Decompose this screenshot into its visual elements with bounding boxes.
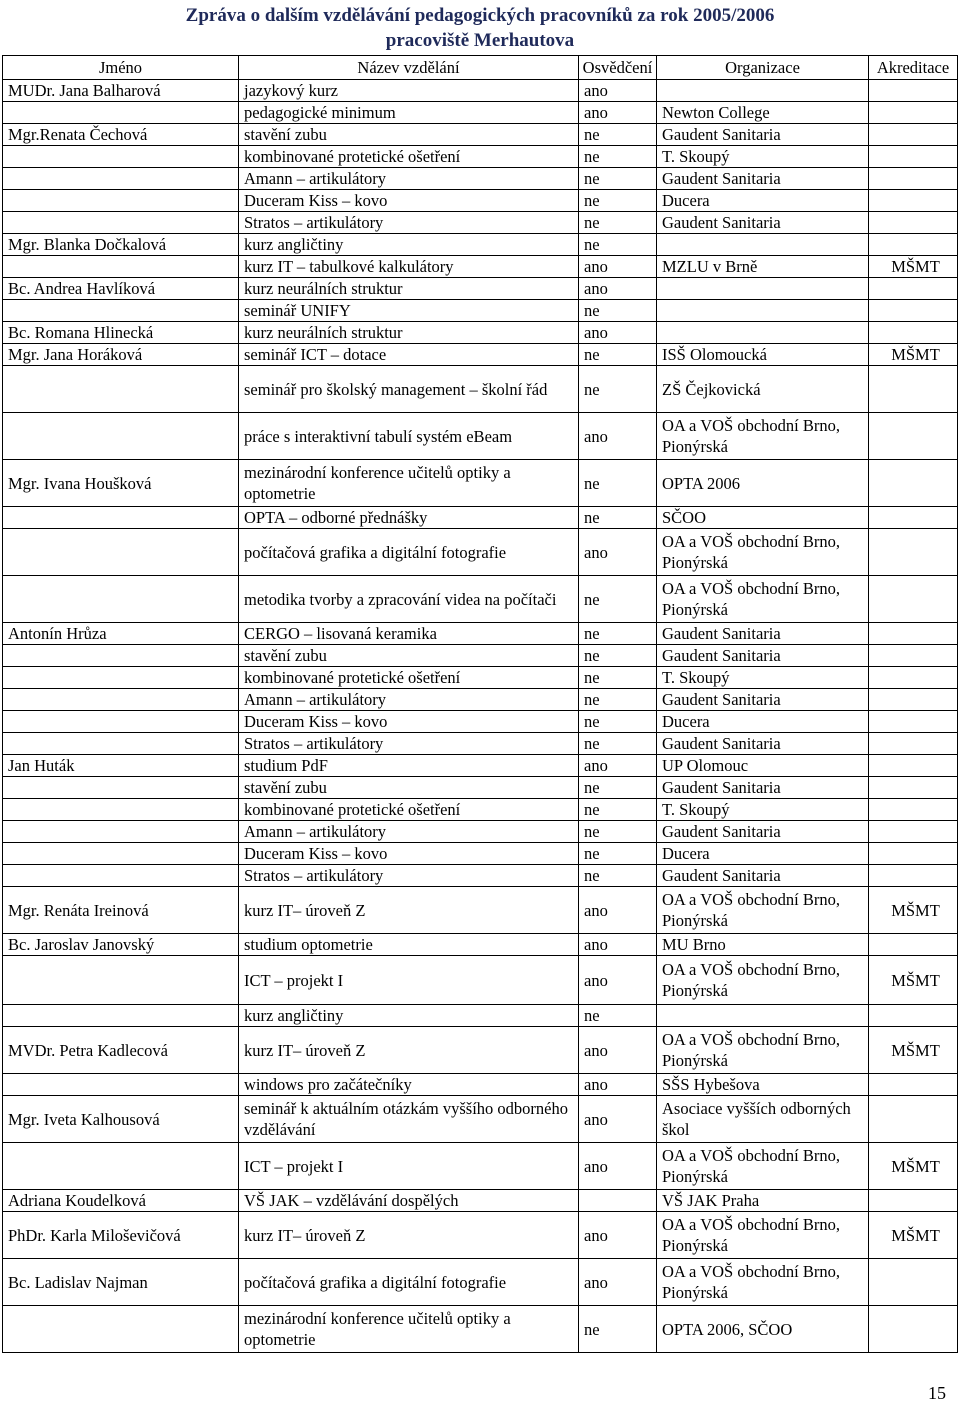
table-row bbox=[3, 865, 958, 887]
cell-accreditation bbox=[869, 507, 958, 529]
cell-organization bbox=[657, 1005, 869, 1027]
cell-course: kurz IT – tabulkové kalkulátory bbox=[239, 256, 579, 278]
cell-name: Mgr.Renata Čechová bbox=[3, 124, 239, 146]
cell-organization: OPTA 2006, SČOO bbox=[657, 1306, 869, 1353]
cell-course: mezinárodní konference učitelů optiky a optometrie bbox=[239, 460, 579, 507]
cell-organization: Asociace vyšších odborných škol bbox=[657, 1096, 869, 1143]
cell-name bbox=[3, 146, 239, 168]
cell-certificate: ne bbox=[579, 460, 657, 507]
table-row bbox=[3, 146, 958, 168]
cell-course: metodika tvorby a zpracování videa na počítači bbox=[239, 576, 579, 623]
cell-organization: SŠS Hybešova bbox=[657, 1074, 869, 1096]
cell-certificate: ano bbox=[579, 1027, 657, 1074]
table-row bbox=[3, 755, 958, 777]
cell-accreditation bbox=[869, 576, 958, 623]
cell-accreditation bbox=[869, 1306, 958, 1353]
cell-course: studium optometrie bbox=[239, 934, 579, 956]
cell-certificate: ne bbox=[579, 733, 657, 755]
cell-accreditation bbox=[869, 733, 958, 755]
cell-certificate: ne bbox=[579, 507, 657, 529]
table-row bbox=[3, 843, 958, 865]
table-row bbox=[3, 887, 958, 934]
cell-certificate: ano bbox=[579, 1074, 657, 1096]
cell-name bbox=[3, 1143, 239, 1190]
table-row bbox=[3, 529, 958, 576]
cell-accreditation bbox=[869, 623, 958, 645]
cell-organization: SČOO bbox=[657, 507, 869, 529]
cell-organization: MZLU v Brně bbox=[657, 256, 869, 278]
table-row bbox=[3, 300, 958, 322]
cell-accreditation bbox=[869, 168, 958, 190]
cell-course: kurz neurálních struktur bbox=[239, 322, 579, 344]
cell-certificate: ano bbox=[579, 102, 657, 124]
cell-accreditation bbox=[869, 799, 958, 821]
cell-name bbox=[3, 711, 239, 733]
cell-certificate: ano bbox=[579, 956, 657, 1005]
table-row bbox=[3, 1212, 958, 1259]
cell-name: Mgr. Iveta Kalhousová bbox=[3, 1096, 239, 1143]
cell-name: Bc. Romana Hlinecká bbox=[3, 322, 239, 344]
cell-organization: OA a VOŠ obchodní Brno, Pionýrská bbox=[657, 1143, 869, 1190]
cell-course: CERGO – lisovaná keramika bbox=[239, 623, 579, 645]
cell-accreditation bbox=[869, 146, 958, 168]
cell-organization: Gaudent Sanitaria bbox=[657, 623, 869, 645]
cell-course: kombinované protetické ošetření bbox=[239, 146, 579, 168]
cell-certificate: ne bbox=[579, 190, 657, 212]
table-row bbox=[3, 667, 958, 689]
cell-course: studium PdF bbox=[239, 755, 579, 777]
cell-certificate: ano bbox=[579, 256, 657, 278]
cell-name bbox=[3, 865, 239, 887]
table-row bbox=[3, 1259, 958, 1306]
header-course: Název vzdělání bbox=[239, 56, 579, 80]
table-row bbox=[3, 322, 958, 344]
education-table bbox=[2, 55, 958, 1353]
cell-certificate: ano bbox=[579, 413, 657, 460]
table-row bbox=[3, 168, 958, 190]
cell-accreditation bbox=[869, 102, 958, 124]
header-name: Jméno bbox=[3, 56, 239, 80]
cell-name: Bc. Jaroslav Janovský bbox=[3, 934, 239, 956]
cell-organization: Gaudent Sanitaria bbox=[657, 821, 869, 843]
table-row bbox=[3, 934, 958, 956]
cell-certificate: ne bbox=[579, 843, 657, 865]
cell-course: seminář k aktuálním otázkám vyššího odborného vzdělávání bbox=[239, 1096, 579, 1143]
table-row bbox=[3, 777, 958, 799]
header-row bbox=[3, 56, 958, 80]
cell-accreditation bbox=[869, 80, 958, 102]
cell-course: kurz IT– úroveň Z bbox=[239, 887, 579, 934]
cell-certificate: ne bbox=[579, 344, 657, 366]
cell-name: Jan Huták bbox=[3, 755, 239, 777]
cell-organization: MU Brno bbox=[657, 934, 869, 956]
cell-name bbox=[3, 366, 239, 413]
cell-course: seminář ICT – dotace bbox=[239, 344, 579, 366]
cell-certificate: ne bbox=[579, 777, 657, 799]
cell-certificate: ne bbox=[579, 689, 657, 711]
cell-name bbox=[3, 413, 239, 460]
cell-course: VŠ JAK – vzdělávání dospělých bbox=[239, 1190, 579, 1212]
cell-organization: VŠ JAK Praha bbox=[657, 1190, 869, 1212]
cell-accreditation bbox=[869, 413, 958, 460]
cell-organization bbox=[657, 322, 869, 344]
cell-course: jazykový kurz bbox=[239, 80, 579, 102]
cell-name bbox=[3, 102, 239, 124]
cell-accreditation bbox=[869, 821, 958, 843]
table-row bbox=[3, 956, 958, 1005]
cell-organization: Gaudent Sanitaria bbox=[657, 777, 869, 799]
table-row bbox=[3, 1074, 958, 1096]
cell-accreditation bbox=[869, 865, 958, 887]
cell-name bbox=[3, 956, 239, 1005]
cell-course: mezinárodní konference učitelů optiky a optometrie bbox=[239, 1306, 579, 1353]
cell-accreditation: MŠMT bbox=[869, 1212, 958, 1259]
header-accreditation: Akreditace bbox=[869, 56, 958, 80]
table-row bbox=[3, 1027, 958, 1074]
cell-accreditation bbox=[869, 667, 958, 689]
cell-name: Mgr. Ivana Houšková bbox=[3, 460, 239, 507]
table-row bbox=[3, 1143, 958, 1190]
table-row bbox=[3, 190, 958, 212]
cell-organization bbox=[657, 300, 869, 322]
cell-name: Mgr. Renáta Ireinová bbox=[3, 887, 239, 934]
cell-name: Adriana Koudelková bbox=[3, 1190, 239, 1212]
cell-certificate: ne bbox=[579, 865, 657, 887]
cell-course: seminář UNIFY bbox=[239, 300, 579, 322]
cell-course: kurz IT– úroveň Z bbox=[239, 1212, 579, 1259]
cell-name bbox=[3, 821, 239, 843]
cell-name bbox=[3, 300, 239, 322]
table-row bbox=[3, 623, 958, 645]
cell-accreditation bbox=[869, 190, 958, 212]
cell-name bbox=[3, 799, 239, 821]
cell-organization: OA a VOŠ obchodní Brno, Pionýrská bbox=[657, 529, 869, 576]
cell-certificate: ne bbox=[579, 300, 657, 322]
cell-name bbox=[3, 843, 239, 865]
cell-certificate: ne bbox=[579, 234, 657, 256]
table-body bbox=[3, 80, 958, 1353]
cell-organization bbox=[657, 278, 869, 300]
cell-course: Stratos – artikulátory bbox=[239, 212, 579, 234]
cell-organization: OA a VOŠ obchodní Brno, Pionýrská bbox=[657, 956, 869, 1005]
table-row bbox=[3, 366, 958, 413]
cell-course: ICT – projekt I bbox=[239, 1143, 579, 1190]
cell-accreditation bbox=[869, 212, 958, 234]
cell-organization: Newton College bbox=[657, 102, 869, 124]
table-row bbox=[3, 124, 958, 146]
table-row bbox=[3, 256, 958, 278]
report-subtitle: pracoviště Merhautova bbox=[385, 30, 575, 51]
cell-accreditation: MŠMT bbox=[869, 344, 958, 366]
cell-certificate: ne bbox=[579, 366, 657, 413]
cell-course: OPTA – odborné přednášky bbox=[239, 507, 579, 529]
table-row bbox=[3, 80, 958, 102]
cell-accreditation bbox=[869, 124, 958, 146]
cell-course: windows pro začátečníky bbox=[239, 1074, 579, 1096]
cell-accreditation bbox=[869, 843, 958, 865]
cell-accreditation bbox=[869, 278, 958, 300]
cell-organization: OA a VOŠ obchodní Brno, Pionýrská bbox=[657, 887, 869, 934]
cell-name bbox=[3, 529, 239, 576]
cell-organization bbox=[657, 234, 869, 256]
table-row bbox=[3, 1190, 958, 1212]
cell-organization: Ducera bbox=[657, 190, 869, 212]
cell-certificate: ne bbox=[579, 821, 657, 843]
cell-accreditation: MŠMT bbox=[869, 1143, 958, 1190]
cell-certificate: ano bbox=[579, 887, 657, 934]
cell-accreditation bbox=[869, 1096, 958, 1143]
cell-organization: OA a VOŠ obchodní Brno, Pionýrská bbox=[657, 1212, 869, 1259]
cell-course: stavění zubu bbox=[239, 645, 579, 667]
cell-name bbox=[3, 777, 239, 799]
table-row bbox=[3, 821, 958, 843]
table-row bbox=[3, 799, 958, 821]
cell-organization: OA a VOŠ obchodní Brno, Pionýrská bbox=[657, 1027, 869, 1074]
cell-accreditation bbox=[869, 777, 958, 799]
cell-name bbox=[3, 733, 239, 755]
cell-accreditation bbox=[869, 1259, 958, 1306]
cell-organization: UP Olomouc bbox=[657, 755, 869, 777]
cell-course: stavění zubu bbox=[239, 124, 579, 146]
cell-name bbox=[3, 1005, 239, 1027]
cell-accreditation bbox=[869, 934, 958, 956]
cell-organization: OA a VOŠ obchodní Brno, Pionýrská bbox=[657, 1259, 869, 1306]
cell-organization: Gaudent Sanitaria bbox=[657, 865, 869, 887]
cell-name bbox=[3, 645, 239, 667]
cell-course: Amann – artikulátory bbox=[239, 821, 579, 843]
cell-certificate: ano bbox=[579, 529, 657, 576]
cell-certificate: ne bbox=[579, 212, 657, 234]
cell-accreditation bbox=[869, 1005, 958, 1027]
header-certificate: Osvědčení bbox=[579, 56, 657, 80]
cell-name: Bc. Ladislav Najman bbox=[3, 1259, 239, 1306]
cell-name: Mgr. Blanka Dočkalová bbox=[3, 234, 239, 256]
cell-certificate: ano bbox=[579, 1212, 657, 1259]
cell-certificate: ano bbox=[579, 1259, 657, 1306]
table-row bbox=[3, 1306, 958, 1353]
cell-accreditation bbox=[869, 529, 958, 576]
header-organization: Organizace bbox=[657, 56, 869, 80]
table-row bbox=[3, 212, 958, 234]
cell-organization: OA a VOŠ obchodní Brno, Pionýrská bbox=[657, 576, 869, 623]
cell-name: MVDr. Petra Kadlecová bbox=[3, 1027, 239, 1074]
cell-organization: T. Skoupý bbox=[657, 146, 869, 168]
cell-course: počítačová grafika a digitální fotografie bbox=[239, 529, 579, 576]
cell-name: PhDr. Karla Miloševičová bbox=[3, 1212, 239, 1259]
cell-course: práce s interaktivní tabulí systém eBeam bbox=[239, 413, 579, 460]
cell-course: kurz angličtiny bbox=[239, 1005, 579, 1027]
cell-name: Antonín Hrůza bbox=[3, 623, 239, 645]
table-row bbox=[3, 733, 958, 755]
cell-accreditation: MŠMT bbox=[869, 1027, 958, 1074]
table-row bbox=[3, 711, 958, 733]
report-title: Zpráva o dalším vzdělávání pedagogických pracovníků za rok 2005/2006 bbox=[185, 5, 775, 26]
table-row bbox=[3, 645, 958, 667]
cell-name bbox=[3, 256, 239, 278]
cell-course: Amann – artikulátory bbox=[239, 168, 579, 190]
cell-course: Amann – artikulátory bbox=[239, 689, 579, 711]
cell-accreditation bbox=[869, 645, 958, 667]
cell-certificate: ne bbox=[579, 645, 657, 667]
cell-accreditation: MŠMT bbox=[869, 256, 958, 278]
cell-name bbox=[3, 576, 239, 623]
cell-course: Stratos – artikulátory bbox=[239, 865, 579, 887]
cell-organization: Gaudent Sanitaria bbox=[657, 733, 869, 755]
table-row bbox=[3, 344, 958, 366]
cell-certificate: ne bbox=[579, 146, 657, 168]
cell-course: počítačová grafika a digitální fotografie bbox=[239, 1259, 579, 1306]
table-row bbox=[3, 507, 958, 529]
cell-organization: Gaudent Sanitaria bbox=[657, 168, 869, 190]
cell-organization: Ducera bbox=[657, 843, 869, 865]
cell-course: kurz neurálních struktur bbox=[239, 278, 579, 300]
cell-certificate: ano bbox=[579, 322, 657, 344]
cell-certificate: ne bbox=[579, 1306, 657, 1353]
cell-name bbox=[3, 667, 239, 689]
cell-certificate: ano bbox=[579, 755, 657, 777]
cell-accreditation bbox=[869, 300, 958, 322]
cell-name bbox=[3, 689, 239, 711]
cell-organization: Ducera bbox=[657, 711, 869, 733]
cell-certificate bbox=[579, 1190, 657, 1212]
cell-course: kombinované protetické ošetření bbox=[239, 799, 579, 821]
cell-course: seminář pro školský management – školní řád bbox=[239, 366, 579, 413]
cell-course: kurz angličtiny bbox=[239, 234, 579, 256]
cell-organization: Gaudent Sanitaria bbox=[657, 212, 869, 234]
cell-organization: T. Skoupý bbox=[657, 799, 869, 821]
cell-certificate: ano bbox=[579, 278, 657, 300]
cell-course: pedagogické minimum bbox=[239, 102, 579, 124]
table-row bbox=[3, 234, 958, 256]
cell-name bbox=[3, 1074, 239, 1096]
cell-certificate: ne bbox=[579, 667, 657, 689]
cell-course: kombinované protetické ošetření bbox=[239, 667, 579, 689]
cell-name bbox=[3, 507, 239, 529]
cell-name bbox=[3, 190, 239, 212]
cell-certificate: ne bbox=[579, 124, 657, 146]
cell-organization: ZŠ Čejkovická bbox=[657, 366, 869, 413]
cell-name bbox=[3, 168, 239, 190]
cell-certificate: ne bbox=[579, 711, 657, 733]
cell-name: Bc. Andrea Havlíková bbox=[3, 278, 239, 300]
cell-organization: T. Skoupý bbox=[657, 667, 869, 689]
cell-certificate: ano bbox=[579, 1143, 657, 1190]
table-row bbox=[3, 689, 958, 711]
cell-accreditation: MŠMT bbox=[869, 956, 958, 1005]
table-row bbox=[3, 102, 958, 124]
cell-certificate: ne bbox=[579, 168, 657, 190]
cell-name bbox=[3, 1306, 239, 1353]
cell-accreditation bbox=[869, 366, 958, 413]
cell-certificate: ne bbox=[579, 1005, 657, 1027]
cell-accreditation bbox=[869, 234, 958, 256]
cell-accreditation bbox=[869, 460, 958, 507]
cell-name: MUDr. Jana Balharová bbox=[3, 80, 239, 102]
cell-certificate: ano bbox=[579, 1096, 657, 1143]
table-row bbox=[3, 278, 958, 300]
table-row bbox=[3, 413, 958, 460]
cell-accreditation bbox=[869, 689, 958, 711]
cell-accreditation bbox=[869, 755, 958, 777]
cell-organization bbox=[657, 80, 869, 102]
cell-certificate: ano bbox=[579, 934, 657, 956]
cell-certificate: ne bbox=[579, 623, 657, 645]
cell-course: Stratos – artikulátory bbox=[239, 733, 579, 755]
page-number: 15 bbox=[928, 1383, 946, 1403]
cell-name: Mgr. Jana Horáková bbox=[3, 344, 239, 366]
cell-certificate: ano bbox=[579, 80, 657, 102]
cell-organization: Gaudent Sanitaria bbox=[657, 124, 869, 146]
cell-organization: OPTA 2006 bbox=[657, 460, 869, 507]
cell-accreditation bbox=[869, 1074, 958, 1096]
cell-organization: ISŠ Olomoucká bbox=[657, 344, 869, 366]
table-row bbox=[3, 576, 958, 623]
cell-course: kurz IT– úroveň Z bbox=[239, 1027, 579, 1074]
cell-certificate: ne bbox=[579, 799, 657, 821]
table-row bbox=[3, 460, 958, 507]
cell-organization: Gaudent Sanitaria bbox=[657, 645, 869, 667]
cell-organization: OA a VOŠ obchodní Brno, Pionýrská bbox=[657, 413, 869, 460]
cell-organization: Gaudent Sanitaria bbox=[657, 689, 869, 711]
cell-course: ICT – projekt I bbox=[239, 956, 579, 1005]
cell-certificate: ne bbox=[579, 576, 657, 623]
cell-name bbox=[3, 212, 239, 234]
cell-accreditation bbox=[869, 322, 958, 344]
cell-accreditation: MŠMT bbox=[869, 887, 958, 934]
cell-course: stavění zubu bbox=[239, 777, 579, 799]
table-row bbox=[3, 1005, 958, 1027]
cell-accreditation bbox=[869, 711, 958, 733]
cell-course: Duceram Kiss – kovo bbox=[239, 843, 579, 865]
table-row bbox=[3, 1096, 958, 1143]
cell-course: Duceram Kiss – kovo bbox=[239, 190, 579, 212]
cell-course: Duceram Kiss – kovo bbox=[239, 711, 579, 733]
cell-accreditation bbox=[869, 1190, 958, 1212]
